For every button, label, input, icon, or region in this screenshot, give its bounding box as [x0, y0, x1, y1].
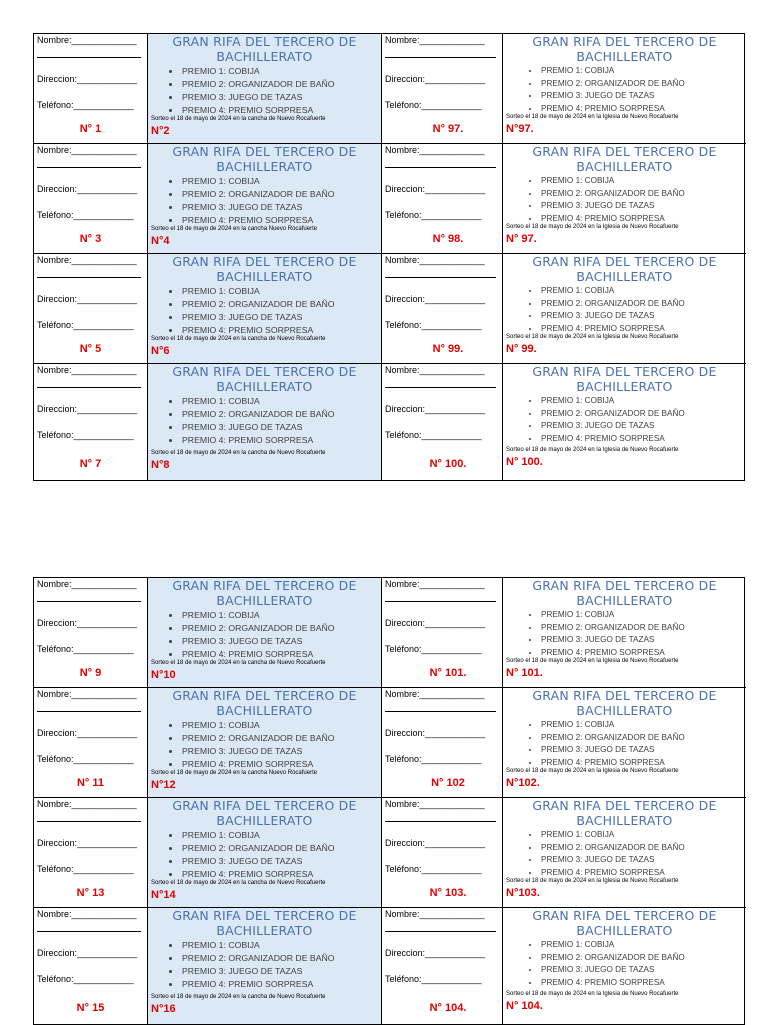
telefono-field[interactable]: Teléfono:____________ [385, 754, 482, 764]
prize-item: • PREMIO 4: PREMIO SORPRESA [540, 977, 685, 990]
prize-item: • PREMIO 1: COBIJA [540, 609, 685, 622]
prize-item: • PREMIO 4: PREMIO SORPRESA [540, 433, 685, 446]
ticket-stub [34, 908, 147, 1024]
prize-list [525, 609, 685, 659]
prize-item: • PREMIO 1: COBIJA [181, 719, 335, 732]
raffle-ticket [148, 688, 381, 797]
draw-info: Sorteo el 18 de mayo de 2024 en la cancha de Nuevo Rocafuerte [151, 880, 326, 886]
ticket-title: GRAN RIFA DEL TERCERO DE BACHILLERATO [172, 578, 357, 608]
telefono-field[interactable]: Teléfono:____________ [37, 100, 134, 110]
stub-number: N° 98. [432, 233, 464, 245]
prize-item: • PREMIO 1: COBIJA [540, 65, 685, 78]
draw-info: Sorteo el 18 de mayo de 2024 en la cancha Nuevo Rocafuerte [151, 770, 318, 776]
direccion-field[interactable]: Direccion:____________ [37, 728, 138, 738]
ticket-title: GRAN RIFA DEL TERCERO DE BACHILLERATO [172, 798, 357, 828]
prize-item: • PREMIO 2: ORGANIZADOR DE BAÑO [181, 732, 335, 745]
prize-item: • PREMIO 1: COBIJA [181, 395, 335, 408]
telefono-field[interactable]: Teléfono:____________ [385, 320, 482, 330]
stub-number: N° 15 [76, 1002, 105, 1014]
prize-item: • PREMIO 4: PREMIO SORPRESA [540, 867, 685, 880]
nombre-field[interactable]: Nombre:_____________ [385, 579, 485, 589]
nombre-field[interactable]: Nombre:_____________ [37, 579, 137, 589]
raffle-ticket [503, 688, 746, 797]
prize-item: • PREMIO 4: PREMIO SORPRESA [181, 978, 335, 991]
ticket-stub [34, 34, 147, 143]
ticket-title: GRAN RIFA DEL TERCERO DE BACHILLERATO [532, 34, 717, 64]
prize-item: • PREMIO 2: ORGANIZADOR DE BAÑO [181, 952, 335, 965]
ticket-number: N°102. [506, 777, 540, 789]
prize-item: • PREMIO 2: ORGANIZADOR DE BAÑO [540, 622, 685, 635]
nombre-line [385, 387, 496, 388]
stub-number: N° 104. [429, 1002, 467, 1014]
draw-info: Sorteo el 18 de mayo de 2024 en la Iglesia de Nuevo Rocafuerte [506, 114, 679, 120]
ticket-cell [34, 34, 148, 144]
direccion-field[interactable]: Direccion:____________ [37, 74, 138, 84]
nombre-line [37, 821, 141, 822]
prize-item: • PREMIO 2: ORGANIZADOR DE BAÑO [540, 952, 685, 965]
nombre-line [385, 57, 496, 58]
ticket-title: GRAN RIFA DEL TERCERO DE BACHILLERATO [532, 144, 717, 174]
ticket-cell [34, 144, 148, 254]
prize-list [166, 609, 335, 661]
telefono-field[interactable]: Teléfono:____________ [37, 430, 134, 440]
ticket-cell [503, 798, 746, 908]
prize-item: • PREMIO 4: PREMIO SORPRESA [181, 324, 335, 337]
nombre-line [37, 277, 141, 278]
ticket-number: N°12 [151, 779, 176, 791]
nombre-field[interactable]: Nombre:_____________ [37, 909, 137, 919]
ticket-cell [503, 144, 746, 254]
ticket-stub [34, 578, 147, 687]
stub-number: N° 5 [79, 343, 102, 355]
nombre-field[interactable]: Nombre:_____________ [37, 365, 137, 375]
raffle-ticket [148, 34, 381, 143]
nombre-line [385, 601, 496, 602]
prize-item: • PREMIO 3: JUEGO DE TAZAS [181, 311, 335, 324]
nombre-field[interactable]: Nombre:_____________ [385, 909, 485, 919]
prize-list [525, 939, 685, 989]
prize-item: • PREMIO 3: JUEGO DE TAZAS [540, 310, 685, 323]
draw-info: Sorteo el 18 de mayo de 2024 en la cancha Nuevo Rocafuerte [151, 226, 318, 232]
ticket-number: N° 104. [506, 1000, 543, 1012]
telefono-field[interactable]: Teléfono:____________ [37, 754, 134, 764]
prize-item: • PREMIO 4: PREMIO SORPRESA [540, 647, 685, 660]
prize-item: • PREMIO 4: PREMIO SORPRESA [181, 758, 335, 771]
ticket-cell [34, 908, 148, 1024]
ticket-number: N° 100. [506, 456, 543, 468]
draw-info: Sorteo el 18 de mayo de 2024 en la Iglesia de Nuevo Rocafuerte [506, 334, 679, 340]
ticket-cell [382, 798, 503, 908]
prize-item: • PREMIO 2: ORGANIZADOR DE BAÑO [181, 408, 335, 421]
ticket-stub [382, 688, 502, 797]
nombre-field[interactable]: Nombre:_____________ [37, 799, 137, 809]
ticket-number: N°8 [151, 459, 170, 471]
prize-item: • PREMIO 4: PREMIO SORPRESA [181, 648, 335, 661]
prize-item: • PREMIO 1: COBIJA [181, 829, 335, 842]
prize-item: • PREMIO 2: ORGANIZADOR DE BAÑO [181, 622, 335, 635]
ticket-cell [503, 254, 746, 364]
stub-number: N° 101. [429, 667, 467, 679]
telefono-field[interactable]: Teléfono:____________ [385, 100, 482, 110]
telefono-field[interactable]: Teléfono:____________ [37, 974, 134, 984]
direccion-field[interactable]: Direccion:____________ [37, 404, 138, 414]
nombre-field[interactable]: Nombre:_____________ [37, 35, 137, 45]
ticket-stub [382, 144, 502, 253]
prize-list [166, 175, 335, 227]
stub-number: N° 1 [79, 123, 102, 135]
draw-info: Sorteo el 18 de mayo de 2024 en la cancha de Nuevo Rocafuerte [151, 116, 326, 122]
raffle-ticket [148, 908, 381, 1024]
prize-item: • PREMIO 4: PREMIO SORPRESA [181, 104, 335, 117]
nombre-field[interactable]: Nombre:_____________ [37, 689, 137, 699]
ticket-cell [148, 34, 382, 144]
prize-item: • PREMIO 1: COBIJA [181, 175, 335, 188]
raffle-ticket [503, 908, 746, 1024]
nombre-field[interactable]: Nombre:_____________ [37, 145, 137, 155]
ticket-title: GRAN RIFA DEL TERCERO DE BACHILLERATO [172, 254, 357, 284]
ticket-cell [503, 688, 746, 798]
prize-item: • PREMIO 3: JUEGO DE TAZAS [181, 635, 335, 648]
ticket-cell [148, 798, 382, 908]
prize-item: • PREMIO 3: JUEGO DE TAZAS [181, 421, 335, 434]
raffle-ticket [503, 144, 746, 253]
stub-number: N° 11 [76, 777, 105, 789]
prize-list [166, 395, 335, 447]
telefono-field[interactable]: Teléfono:____________ [385, 974, 482, 984]
draw-info: Sorteo el 18 de mayo de 2024 en la Iglesia de Nuevo Rocafuerte [506, 447, 679, 453]
prize-item: • PREMIO 3: JUEGO DE TAZAS [181, 855, 335, 868]
ticket-title: GRAN RIFA DEL TERCERO DE BACHILLERATO [532, 254, 717, 284]
prize-item: • PREMIO 3: JUEGO DE TAZAS [540, 200, 685, 213]
prize-list [525, 175, 685, 225]
ticket-stub [34, 798, 147, 907]
ticket-stub [34, 144, 147, 253]
direccion-field[interactable]: Direccion:____________ [37, 948, 138, 958]
prize-item: • PREMIO 1: COBIJA [540, 829, 685, 842]
prize-item: • PREMIO 3: JUEGO DE TAZAS [540, 634, 685, 647]
draw-info: Sorteo el 18 de mayo de 2024 en la cancha de Nuevo Rocafuerte [151, 994, 326, 1000]
nombre-field[interactable]: Nombre:_____________ [385, 35, 485, 45]
ticket-cell [34, 578, 148, 688]
telefono-field[interactable]: Teléfono:____________ [37, 320, 134, 330]
ticket-cell [503, 578, 746, 688]
ticket-cell [148, 364, 382, 480]
nombre-field[interactable]: Nombre:_____________ [385, 255, 485, 265]
stub-number: N° 100. [429, 458, 467, 470]
raffle-ticket [503, 364, 746, 480]
raffle-ticket [148, 798, 381, 907]
prize-item: • PREMIO 3: JUEGO DE TAZAS [181, 91, 335, 104]
nombre-line [37, 711, 141, 712]
prize-item: • PREMIO 3: JUEGO DE TAZAS [181, 965, 335, 978]
direccion-field[interactable]: Direccion:____________ [37, 618, 138, 628]
prize-item: • PREMIO 4: PREMIO SORPRESA [540, 213, 685, 226]
stub-number: N° 97. [432, 123, 464, 135]
raffle-ticket [148, 364, 381, 480]
ticket-title: GRAN RIFA DEL TERCERO DE BACHILLERATO [172, 144, 357, 174]
nombre-line [385, 931, 496, 932]
draw-info: Sorteo el 18 de mayo de 2024 en la cancha de Nuevo Rocafuerte [151, 336, 326, 342]
prize-item: • PREMIO 2: ORGANIZADOR DE BAÑO [540, 78, 685, 91]
ticket-cell [382, 144, 503, 254]
prize-item: • PREMIO 3: JUEGO DE TAZAS [540, 854, 685, 867]
direccion-field[interactable]: Direccion:____________ [385, 404, 486, 414]
ticket-cell [148, 254, 382, 364]
ticket-number: N°14 [151, 889, 176, 901]
direccion-field[interactable]: Direccion:____________ [385, 184, 486, 194]
ticket-cell [34, 798, 148, 908]
nombre-line [385, 711, 496, 712]
prize-list [525, 65, 685, 115]
direccion-field[interactable]: Direccion:____________ [37, 294, 138, 304]
stub-number: N° 7 [79, 458, 102, 470]
prize-item: • PREMIO 3: JUEGO DE TAZAS [181, 201, 335, 214]
ticket-cell [382, 688, 503, 798]
draw-info: Sorteo el 18 de mayo de 2024 en la Iglesia de Nuevo Rocafuerte [506, 224, 679, 230]
nombre-line [385, 821, 496, 822]
ticket-number: N°10 [151, 669, 176, 681]
nombre-field[interactable]: Nombre:_____________ [385, 365, 485, 375]
ticket-title: GRAN RIFA DEL TERCERO DE BACHILLERATO [532, 688, 717, 718]
ticket-cell [34, 254, 148, 364]
nombre-line [385, 167, 496, 168]
draw-info: Sorteo el 18 de mayo de 2024 en la Iglesia de Nuevo Rocafuerte [506, 658, 679, 664]
nombre-field[interactable]: Nombre:_____________ [385, 689, 485, 699]
prize-item: • PREMIO 1: COBIJA [181, 285, 335, 298]
raffle-ticket [148, 578, 381, 687]
prize-item: • PREMIO 1: COBIJA [540, 175, 685, 188]
stub-number: N° 13 [76, 887, 105, 899]
prize-item: • PREMIO 2: ORGANIZADOR DE BAÑO [181, 188, 335, 201]
ticket-number: N°6 [151, 345, 170, 357]
stub-number: N° 9 [79, 667, 102, 679]
ticket-title: GRAN RIFA DEL TERCERO DE BACHILLERATO [172, 688, 357, 718]
ticket-number: N°4 [151, 235, 170, 247]
direccion-field[interactable]: Direccion:____________ [385, 618, 486, 628]
ticket-number: N°103. [506, 887, 540, 899]
ticket-stub [382, 798, 502, 907]
ticket-stub [382, 254, 502, 363]
ticket-cell [148, 144, 382, 254]
prize-list [166, 829, 335, 881]
direccion-field[interactable]: Direccion:____________ [385, 728, 486, 738]
ticket-cell [148, 578, 382, 688]
ticket-number: N° 99. [506, 343, 537, 355]
ticket-cell [34, 364, 148, 480]
prize-item: • PREMIO 2: ORGANIZADOR DE BAÑO [540, 188, 685, 201]
draw-info: Sorteo el 18 de mayo de 2024 en la cancha de Nuevo Rocafuerte [151, 660, 326, 666]
ticket-stub [382, 34, 502, 143]
draw-info: Sorteo el 18 de mayo de 2024 en la Iglesia de Nuevo Rocafuerte [506, 768, 679, 774]
ticket-stub [382, 364, 502, 480]
prize-list [525, 395, 685, 445]
nombre-line [37, 601, 141, 602]
prize-item: • PREMIO 3: JUEGO DE TAZAS [540, 90, 685, 103]
draw-info: Sorteo el 18 de mayo de 2024 en la Iglesia de Nuevo Rocafuerte [506, 991, 679, 997]
ticket-number: N°16 [151, 1003, 176, 1015]
prize-item: • PREMIO 3: JUEGO DE TAZAS [540, 744, 685, 757]
ticket-cell [503, 34, 746, 144]
prize-item: • PREMIO 1: COBIJA [540, 719, 685, 732]
raffle-ticket [503, 34, 746, 143]
prize-item: • PREMIO 1: COBIJA [540, 939, 685, 952]
ticket-cell [382, 364, 503, 480]
prize-item: • PREMIO 2: ORGANIZADOR DE BAÑO [181, 78, 335, 91]
ticket-title: GRAN RIFA DEL TERCERO DE BACHILLERATO [532, 908, 717, 938]
telefono-field[interactable]: Teléfono:____________ [385, 210, 482, 220]
raffle-ticket [148, 144, 381, 253]
prize-list [166, 65, 335, 117]
telefono-field[interactable]: Teléfono:____________ [385, 644, 482, 654]
prize-list [525, 285, 685, 335]
prize-item: • PREMIO 1: COBIJA [181, 609, 335, 622]
nombre-line [37, 931, 141, 932]
draw-info: Sorteo el 18 de mayo de 2024 en la Iglesia de Nuevo Rocafuerte [506, 878, 679, 884]
raffle-ticket [503, 254, 746, 363]
telefono-field[interactable]: Teléfono:____________ [37, 644, 134, 654]
prize-list [166, 939, 335, 991]
ticket-stub [34, 254, 147, 363]
ticket-number: N°97. [506, 123, 534, 135]
raffle-ticket [503, 798, 746, 907]
prize-item: • PREMIO 1: COBIJA [540, 395, 685, 408]
prize-item: • PREMIO 1: COBIJA [181, 65, 335, 78]
prize-item: • PREMIO 4: PREMIO SORPRESA [181, 868, 335, 881]
direccion-field[interactable]: Direccion:____________ [385, 294, 486, 304]
ticket-title: GRAN RIFA DEL TERCERO DE BACHILLERATO [532, 798, 717, 828]
stub-number: N° 99. [432, 343, 464, 355]
nombre-line [37, 167, 141, 168]
prize-item: • PREMIO 2: ORGANIZADOR DE BAÑO [540, 298, 685, 311]
prize-item: • PREMIO 2: ORGANIZADOR DE BAÑO [181, 842, 335, 855]
ticket-cell [382, 254, 503, 364]
prize-item: • PREMIO 3: JUEGO DE TAZAS [181, 745, 335, 758]
prize-item: • PREMIO 2: ORGANIZADOR DE BAÑO [181, 298, 335, 311]
prize-list [525, 829, 685, 879]
ticket-cell [34, 688, 148, 798]
ticket-cell [382, 578, 503, 688]
ticket-cell [148, 908, 382, 1024]
telefono-field[interactable]: Teléfono:____________ [37, 210, 134, 220]
ticket-cell [382, 908, 503, 1024]
prize-list [525, 719, 685, 769]
ticket-number: N° 101. [506, 667, 543, 679]
prize-item: • PREMIO 4: PREMIO SORPRESA [540, 323, 685, 336]
prize-item: • PREMIO 1: COBIJA [540, 285, 685, 298]
raffle-ticket [148, 254, 381, 363]
ticket-title: GRAN RIFA DEL TERCERO DE BACHILLERATO [172, 908, 357, 938]
prize-item: • PREMIO 2: ORGANIZADOR DE BAÑO [540, 408, 685, 421]
nombre-line [37, 387, 141, 388]
prize-item: • PREMIO 3: JUEGO DE TAZAS [540, 964, 685, 977]
prize-item: • PREMIO 4: PREMIO SORPRESA [540, 757, 685, 770]
nombre-field[interactable]: Nombre:_____________ [385, 145, 485, 155]
telefono-field[interactable]: Teléfono:____________ [37, 864, 134, 874]
stub-number: N° 3 [79, 233, 102, 245]
ticket-cell [503, 908, 746, 1024]
prize-item: • PREMIO 3: JUEGO DE TAZAS [540, 420, 685, 433]
direccion-field[interactable]: Direccion:____________ [37, 184, 138, 194]
ticket-cell [382, 34, 503, 144]
prize-item: • PREMIO 4: PREMIO SORPRESA [181, 214, 335, 227]
ticket-cell [503, 364, 746, 480]
ticket-title: GRAN RIFA DEL TERCERO DE BACHILLERATO [532, 364, 717, 394]
telefono-field[interactable]: Teléfono:____________ [385, 864, 482, 874]
direccion-field[interactable]: Direccion:____________ [385, 838, 486, 848]
stub-number: N° 103. [429, 887, 467, 899]
prize-item: • PREMIO 4: PREMIO SORPRESA [540, 103, 685, 116]
ticket-title: GRAN RIFA DEL TERCERO DE BACHILLERATO [532, 578, 717, 608]
ticket-cell [148, 688, 382, 798]
prize-item: • PREMIO 1: COBIJA [181, 939, 335, 952]
prize-list [166, 719, 335, 771]
ticket-stub [34, 364, 147, 480]
prize-item: • PREMIO 2: ORGANIZADOR DE BAÑO [540, 732, 685, 745]
ticket-number: N°2 [151, 125, 170, 137]
raffle-sheet-top [33, 33, 745, 481]
prize-list [166, 285, 335, 337]
direccion-field[interactable]: Direccion:____________ [385, 948, 486, 958]
nombre-line [37, 57, 141, 58]
ticket-number: N° 97. [506, 233, 537, 245]
nombre-field[interactable]: Nombre:_____________ [385, 799, 485, 809]
telefono-field[interactable]: Teléfono:____________ [385, 430, 482, 440]
stub-number: N° 102 [431, 777, 465, 789]
nombre-line [385, 277, 496, 278]
direccion-field[interactable]: Direccion:____________ [385, 74, 486, 84]
raffle-sheet-bottom [33, 577, 745, 1025]
prize-item: • PREMIO 4: PREMIO SORPRESA [181, 434, 335, 447]
ticket-title: GRAN RIFA DEL TERCERO DE BACHILLERATO [172, 34, 357, 64]
ticket-stub [382, 578, 502, 687]
ticket-stub [34, 688, 147, 797]
nombre-field[interactable]: Nombre:_____________ [37, 255, 137, 265]
prize-item: • PREMIO 2: ORGANIZADOR DE BAÑO [540, 842, 685, 855]
direccion-field[interactable]: Direccion:____________ [37, 838, 138, 848]
ticket-title: GRAN RIFA DEL TERCERO DE BACHILLERATO [172, 364, 357, 394]
ticket-stub [382, 908, 502, 1024]
raffle-ticket [503, 578, 746, 687]
draw-info: Sorteo el 18 de mayo de 2024 en la cancha de Nuevo Rocafuerte [151, 450, 326, 456]
